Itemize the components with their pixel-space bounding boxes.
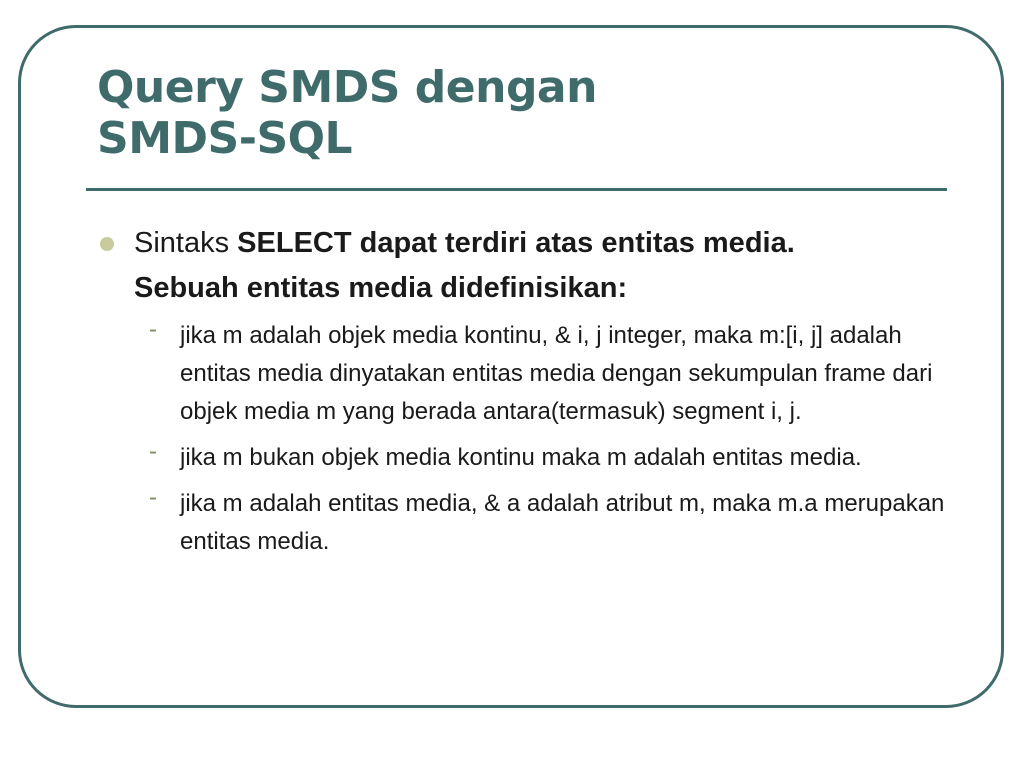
slide-title bbox=[97, 62, 917, 164]
slide-content bbox=[97, 221, 957, 569]
bullet-bold-line-1: SELECT dapat terdiri atas entitas media. bbox=[237, 227, 795, 259]
sub-item bbox=[97, 439, 957, 477]
sub-item-text: jika m adalah objek media kontinu, & i, j integer, maka m:[i, j] adalah entitas media dinyatakan entitas media dengan sekumpulan frame dari objek media m yang berada antara(termasuk) segment i, j. bbox=[180, 322, 933, 425]
title-divider bbox=[86, 188, 947, 191]
bullet-item bbox=[97, 221, 957, 311]
sub-item bbox=[97, 317, 957, 431]
sub-item-text: jika m bukan objek media kontinu maka m adalah entitas media. bbox=[180, 444, 862, 471]
dash-icon: - bbox=[149, 484, 157, 511]
sub-item bbox=[97, 485, 957, 561]
dash-icon: - bbox=[149, 438, 157, 465]
title-line-2: SMDS-SQL bbox=[97, 113, 353, 164]
bullet-bold-line-2: Sebuah entitas media didefinisikan: bbox=[134, 272, 628, 304]
bullet-lead: Sintaks bbox=[134, 227, 238, 259]
sub-item-text: jika m adalah entitas media, & a adalah atribut m, maka m.a merupakan entitas media. bbox=[180, 490, 945, 555]
sub-list bbox=[97, 317, 957, 561]
title-line-1: Query SMDS dengan bbox=[97, 62, 597, 113]
bullet-text bbox=[134, 221, 957, 311]
bullet-dot-icon bbox=[100, 237, 114, 251]
dash-icon: - bbox=[149, 316, 157, 343]
